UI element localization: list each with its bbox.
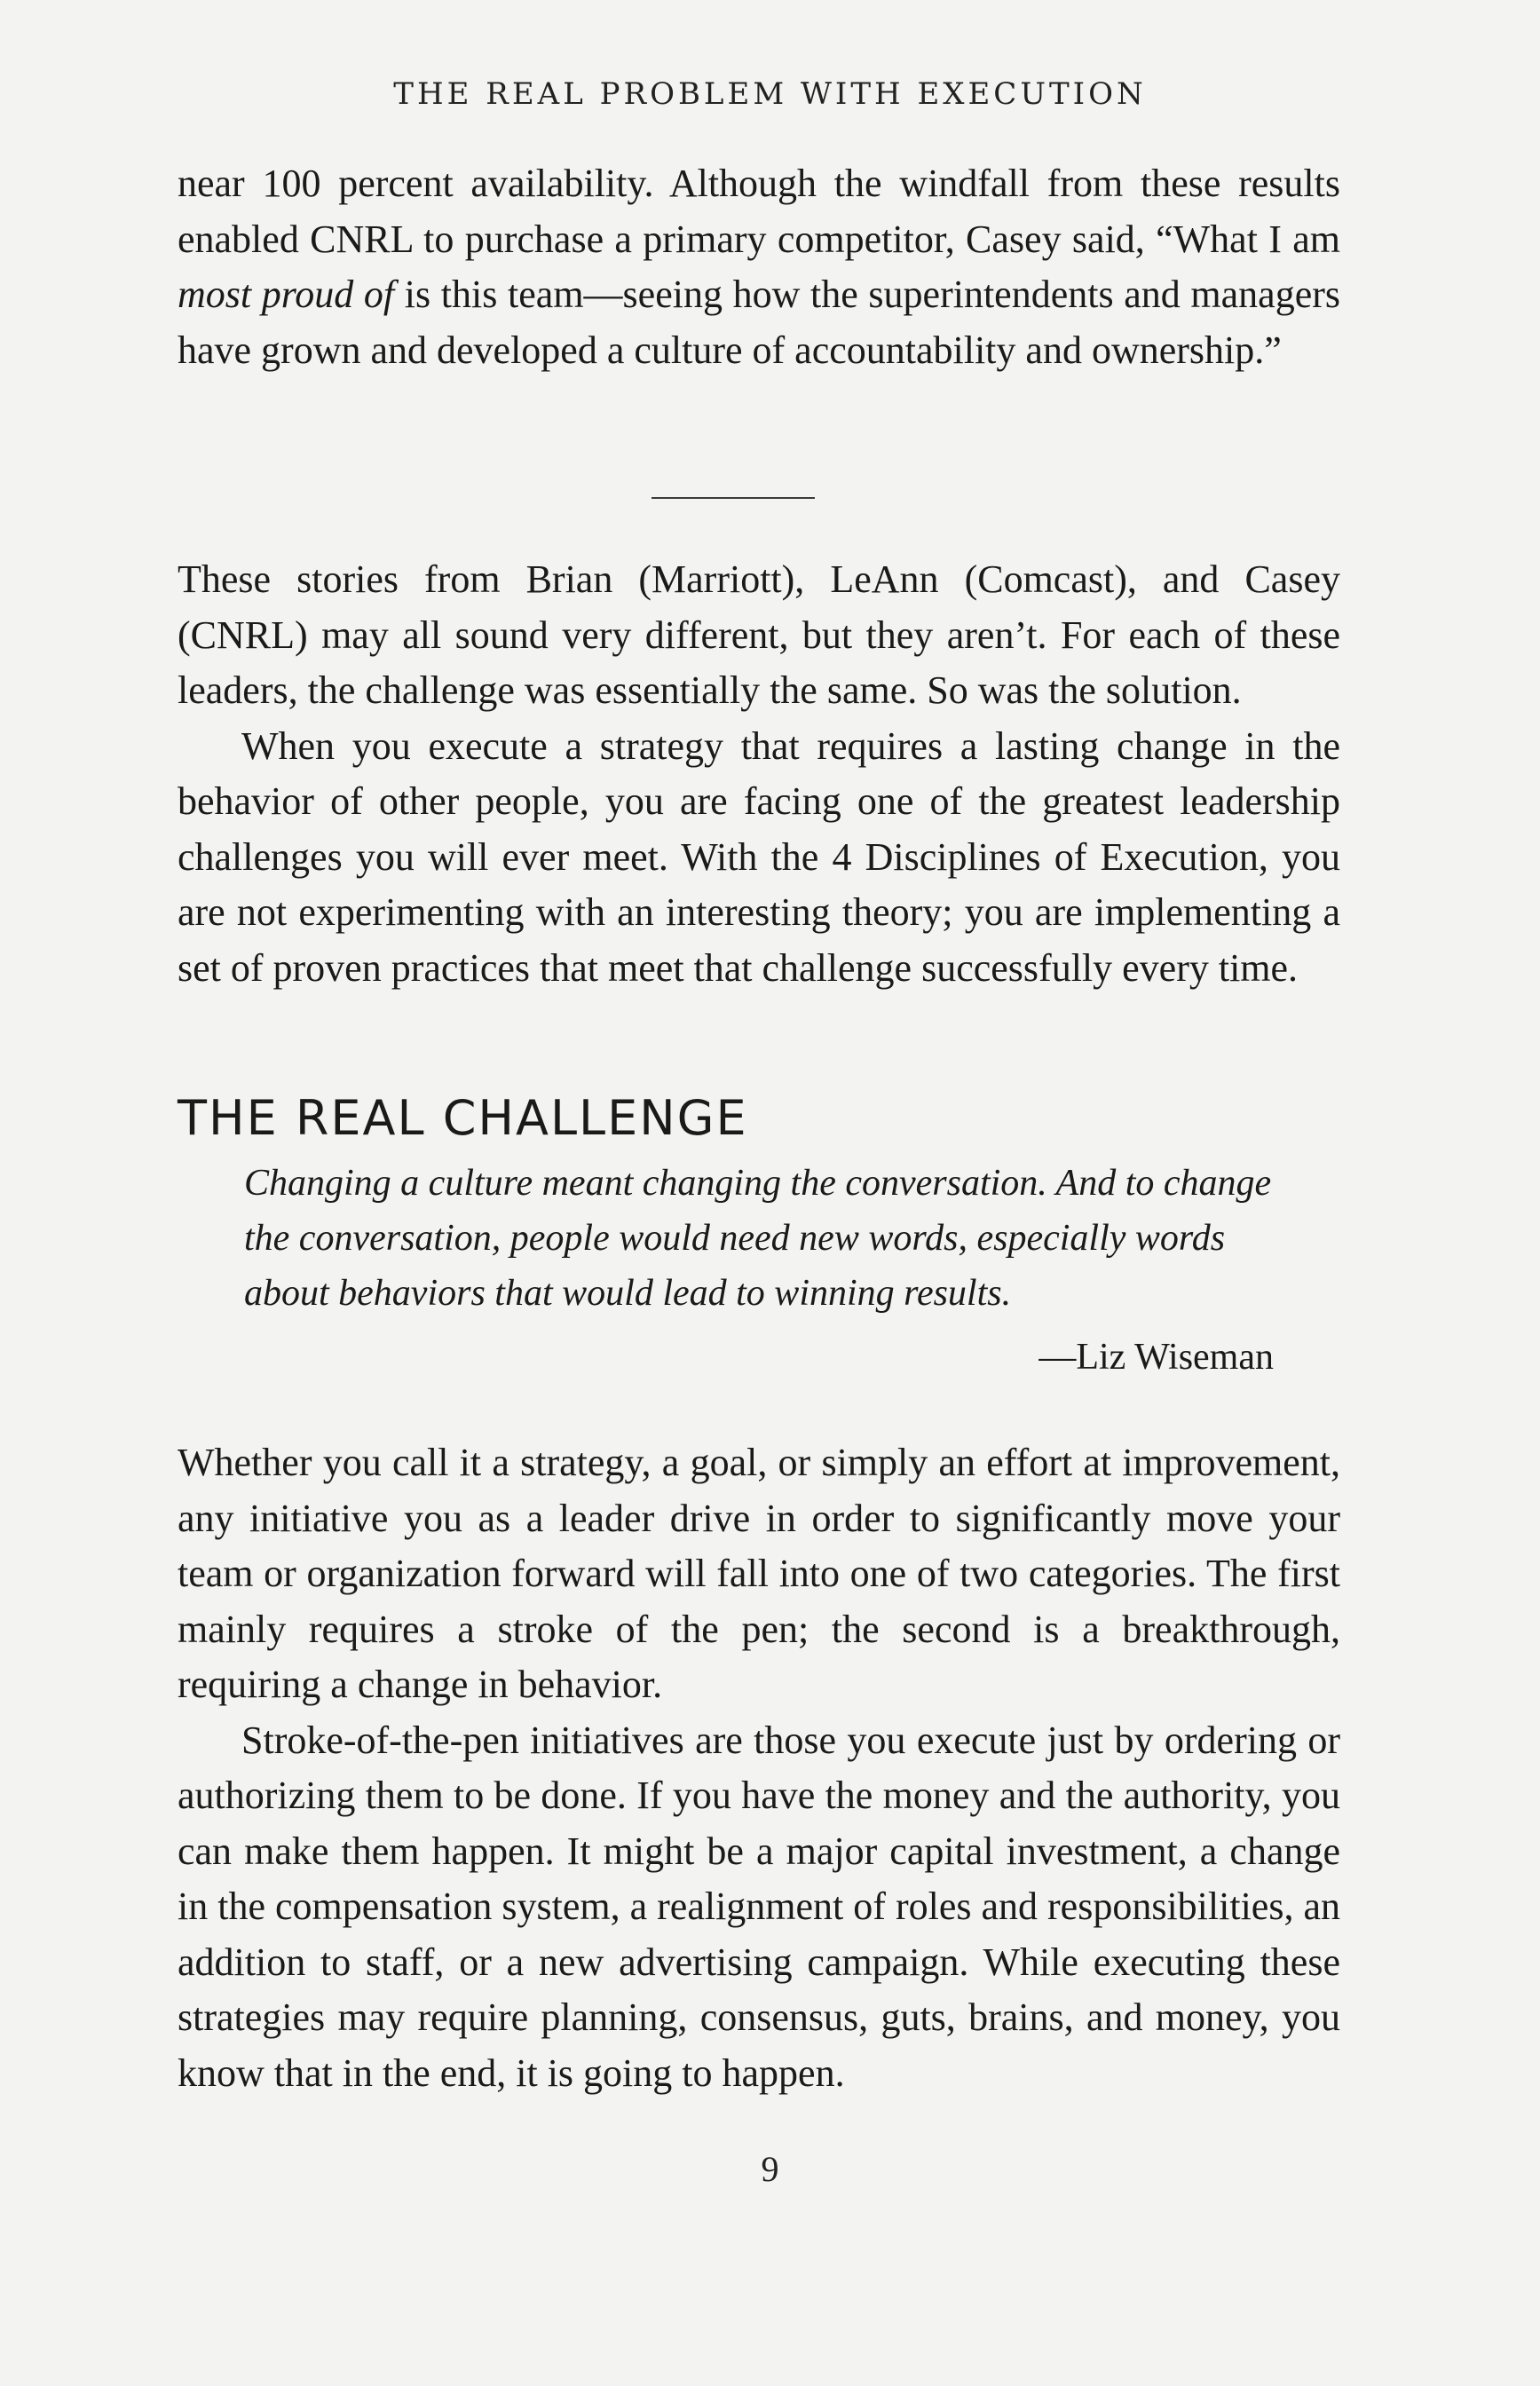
section-divider [652,497,815,499]
page-number: 9 [761,2149,779,2189]
paragraph: When you execute a strategy that requires a lasting change in the behavior of other people, you are facing one of the greatest leadership challenges you will ever meet. With the 4 Disciplines of Execution, you are not experimenting with an interesting theory; you are implementing a set of proven practices that meet that challenge successfully every time. [178,723,1340,990]
paragraph-text: near 100 percent availability. Although the windfall from these results enabled CNRL to purchase a primary competitor, Casey said, “What I am [178,162,1340,261]
epigraph-text: Changing a culture meant changing the conversation. And to change the conversation, people would need new words, especially words about behaviors that would lead to winning results. [244,1163,1272,1314]
paragraph: Stroke-of-the-pen initiatives are those you execute just by ordering or authorizing them to be done. If you have the money and the authority, you can make them happen. It might be a major capital investment, a change in the compensation system, a realignment of roles and responsibilities, an addition to staff, or a new advertising campaign. While executing these strategies may require planning, consensus, guts, brains, and money, you know that in the end, it is going to happen. [178,1718,1340,2095]
body-text-top [178,156,1340,378]
paragraph: These stories from Brian (Marriott), LeAnn (Comcast), and Casey (CNRL) may all sound very different, but they aren’t. For each of these leaders, the challenge was essentially the same. So was the solution. [178,557,1340,712]
running-head: THE REAL PROBLEM WITH EXECUTION [393,76,1147,112]
section-heading: THE REAL CHALLENGE [178,1090,748,1146]
epigraph-attribution: —Liz Wiseman [1039,1337,1274,1378]
emphasis-text: most proud of [178,273,395,316]
paragraph: Whether you call it a strategy, a goal, or simply an effort at improvement, any initiative you as a leader drive in order to significantly move your team or organization forward will fall into one of two categories. The first mainly requires a stroke of the pen; the second is a breakthrough, requiring a change in behavior. [178,1441,1340,1706]
epigraph [244,1156,1274,1321]
paragraph-continuation [178,156,1340,378]
body-text-middle [178,552,1340,996]
body-text-bottom [178,1435,1340,2101]
paragraph-text: is this team—seeing how the superintendents and managers have grown and developed a culture of accountability and ownership.” [178,273,1341,372]
